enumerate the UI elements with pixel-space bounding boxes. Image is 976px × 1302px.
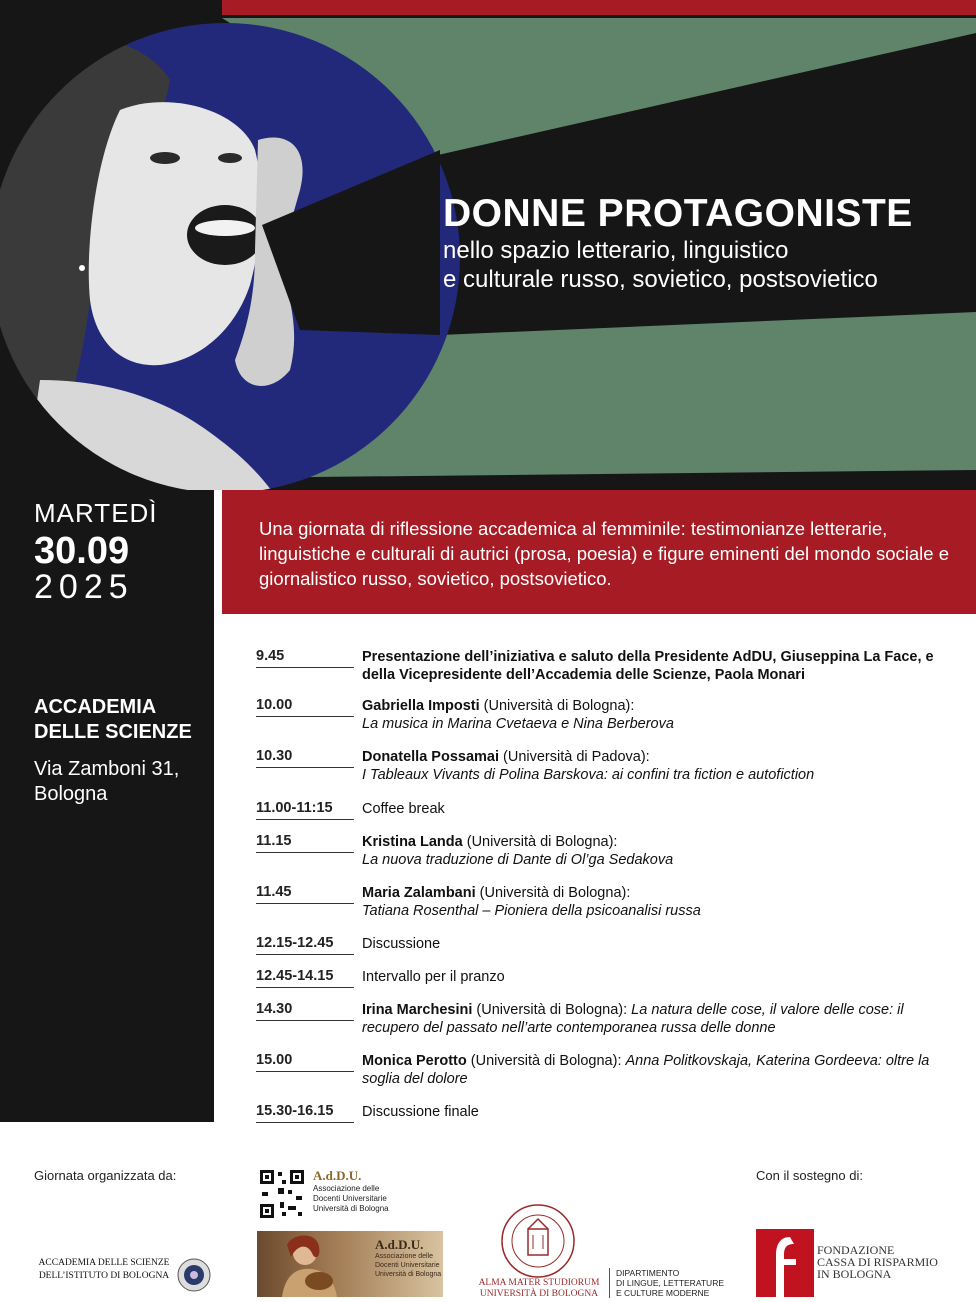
schedule-time: 12.15-12.45 [256, 935, 354, 955]
venue-name [34, 695, 192, 745]
speaker-name: Monica Perotto [362, 1053, 467, 1069]
schedule-time: 11.15 [256, 833, 354, 853]
supported-by-label: Con il sostegno di: [756, 1168, 863, 1183]
schedule-text [362, 800, 962, 818]
talk-title: La natura delle cose, il valore delle cose: il recupero del passato nell’arte contemporanea russa delle donne [362, 1002, 904, 1036]
speaker-name: Maria Zalambani [362, 885, 476, 901]
talk-title: I Tableaux Vivants di Polina Barskova: ai confini tra fiction e autofiction [362, 767, 815, 783]
schedule-text [362, 1001, 962, 1037]
addu-line1: Associazione delle [313, 1184, 380, 1193]
addu-line3: Università di Bologna [313, 1204, 389, 1213]
description-banner [222, 490, 976, 614]
accademia-logo [34, 1257, 174, 1283]
addu-title: A.d.D.U. [313, 1168, 362, 1183]
schedule-text [362, 748, 962, 784]
addu-banner-line2: Docenti Universitarie [375, 1262, 440, 1269]
department-name [616, 1268, 724, 1298]
schedule-time: 11.45 [256, 884, 354, 904]
unibo-name [476, 1278, 602, 1300]
speaker-affiliation: Intervallo per il pranzo [362, 969, 505, 985]
event-day: MARTEDÌ [34, 498, 158, 528]
speaker-affiliation: (Università di Bologna): [479, 698, 635, 714]
poster-subtitle-line2: e culturale russo, sovietico, postsovietico [443, 266, 878, 293]
speaker-name: Donatella Possamai [362, 749, 499, 765]
organized-by-label: Giornata organizzata da: [34, 1168, 177, 1183]
accademia-logo-line1: ACCADEMIA DELLE SCIENZE [38, 1258, 170, 1268]
speaker-affiliation: (Università di Bologna): [462, 834, 618, 850]
fondazione-name [817, 1244, 938, 1280]
speaker-name: Irina Marchesini [362, 1002, 473, 1018]
schedule-text [362, 833, 962, 869]
addu-banner-title: A.d.D.U. [375, 1237, 424, 1252]
addu-header-logo [313, 1168, 389, 1214]
schedule-text [362, 968, 962, 986]
addu-line2: Docenti Universitarie [313, 1194, 387, 1203]
schedule-time: 15.00 [256, 1052, 354, 1072]
unibo-line1: ALMA MATER STUDIORUM [478, 1278, 600, 1288]
fond-line2: CASSA DI RISPARMIO [817, 1255, 938, 1269]
addu-banner-line1: Associazione delle [375, 1253, 433, 1260]
speaker-affiliation: Discussione finale [362, 1104, 479, 1120]
poster-title: DONNE PROTAGONISTE [443, 192, 913, 235]
dept-line2: DI LINGUE, LETTERATURE [616, 1278, 724, 1288]
description-text: Una giornata di riflessione accademica al femminile: testimonianze letterarie, linguistiche e culturali di autrici (prosa, poesia) e figure eminenti del mondo sociale e giornalistico russo, sovietico, postsovietico. [259, 518, 950, 589]
unibo-seal-icon [500, 1203, 576, 1279]
talk-title: La nuova traduzione di Dante di Ol’ga Sedakova [362, 852, 674, 868]
talk-title: Anna Politkovskaja, Katerina Gordeeva: oltre la soglia del dolore [362, 1053, 930, 1087]
address-line1: Via Zamboni 31, [34, 758, 180, 780]
address-line2: Bologna [34, 783, 108, 805]
schedule-time: 15.30-16.15 [256, 1103, 354, 1123]
schedule-heading: Presentazione dell’iniziativa e saluto della Presidente AdDU, Giuseppina La Face, e della Vicepresidente dell’Accademia delle Scienze, Paola Monari [362, 649, 934, 683]
venue-address [34, 757, 179, 807]
venue-line2: DELLE SCIENZE [34, 721, 192, 743]
poster-title-block [443, 192, 913, 294]
speaker-name: Kristina Landa [362, 834, 463, 850]
schedule-time: 11.00-11:15 [256, 800, 354, 820]
venue-line1: ACCADEMIA [34, 696, 157, 718]
qr-code-icon [258, 1168, 306, 1220]
schedule-text [362, 884, 962, 920]
schedule-time: 14.30 [256, 1001, 354, 1021]
dept-line3: E CULTURE MODERNE [616, 1288, 710, 1298]
unibo-line2: UNIVERSITÀ DI BOLOGNA [479, 1289, 599, 1299]
speaker-affiliation: (Università di Padova): [499, 749, 650, 765]
event-date: 30.09 [34, 530, 130, 572]
speaker-affiliation: Coffee break [362, 801, 445, 817]
schedule-text [362, 1052, 962, 1088]
schedule-time: 10.00 [256, 697, 354, 717]
speaker-affiliation: (Università di Bologna): [475, 885, 631, 901]
speaker-name: Gabriella Imposti [362, 698, 480, 714]
speaker-affiliation: Discussione [362, 936, 441, 952]
addu-banner-line3: Università di Bologna [375, 1271, 442, 1278]
painting-figure-icon [257, 1231, 347, 1297]
accademia-crest-icon [176, 1254, 212, 1296]
accademia-logo-line2: DELL’ISTITUTO DI BOLOGNA [38, 1271, 170, 1281]
unibo-divider [609, 1268, 610, 1298]
schedule-time: 12.45-14.15 [256, 968, 354, 988]
fond-line1: FONDAZIONE [817, 1243, 895, 1257]
speaker-affiliation: (Università di Bologna): [466, 1053, 626, 1069]
schedule-time: 10.30 [256, 748, 354, 768]
talk-title: Tatiana Rosenthal – Pioniera della psicoanalisi russa [362, 903, 701, 919]
schedule-text [362, 697, 962, 733]
speaker-affiliation: (Università di Bologna): [472, 1002, 632, 1018]
dept-line1: DIPARTIMENTO [616, 1268, 680, 1278]
addu-painting-banner [257, 1231, 443, 1297]
fond-line3: IN BOLOGNA [817, 1267, 892, 1281]
fondazione-logo-icon [756, 1229, 814, 1297]
schedule-text [362, 648, 962, 684]
schedule-time: 9.45 [256, 648, 354, 668]
poster-subtitle-line1: nello spazio letterario, linguistico [443, 237, 789, 264]
event-year: 2025 [34, 568, 134, 606]
schedule-text [362, 1103, 962, 1121]
schedule-text [362, 935, 962, 953]
talk-title: La musica in Marina Cvetaeva e Nina Berberova [362, 716, 674, 732]
